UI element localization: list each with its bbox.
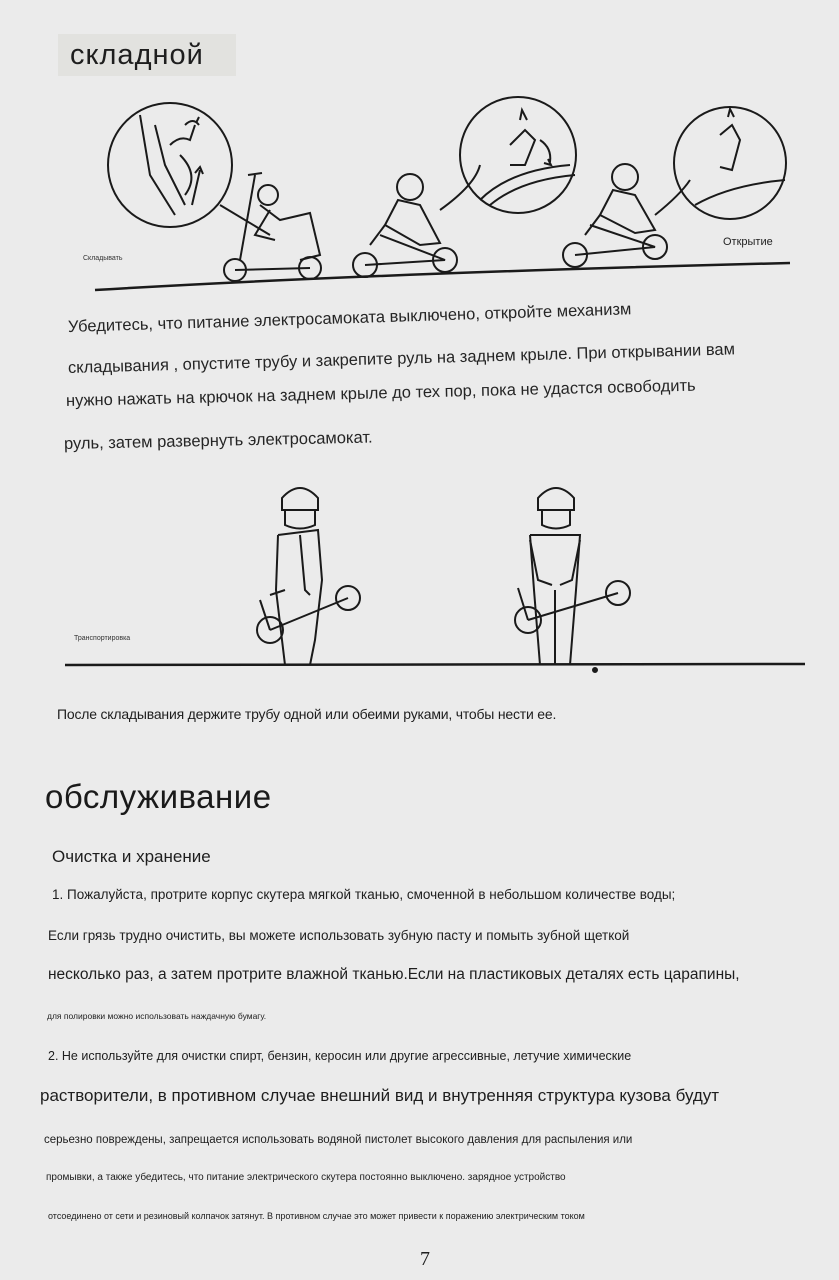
maintenance-line-3: несколько раз, а затем протрите влажной тканью.Если на пластиковых деталях есть царапины,	[48, 966, 740, 983]
carrying-text: После складывания держите трубу одной или обеими руками, чтобы нести ее.	[57, 706, 557, 722]
person-front-view	[515, 488, 630, 672]
rider-2	[353, 165, 480, 277]
maintenance-line-6: растворители, в противном случае внешний вид и внутренняя структура кузова будут	[40, 1086, 720, 1105]
section-title-maintenance: обслуживание	[45, 778, 272, 815]
section-subtitle-cleaning: Очистка и хранение	[52, 847, 211, 866]
carrying-illustration	[60, 470, 810, 680]
hinge-detail-circle-3	[674, 107, 786, 219]
folding-text-line-2: складывания , опустите трубу и закрепите руль на заднем крыле. При открывании вам	[67, 340, 736, 377]
figure-label-open: Открытие	[723, 236, 773, 248]
folding-text-line-4: руль, затем развернуть электросамокат.	[63, 428, 373, 453]
hinge-detail-circle-1	[108, 103, 270, 235]
maintenance-line-1: 1. Пожалуйста, протрите корпус скутера мягкой тканью, смоченной в небольшом количестве воды;	[52, 887, 676, 902]
folding-text-line-3: нужно нажать на крючок на заднем крыле до тех пор, пока не удастся освободить	[65, 376, 696, 410]
maintenance-line-7: серьезно повреждены, запрещается использовать водяной пистолет высокого давления для распыления или	[44, 1134, 633, 1146]
figure-label-fold: Складывать	[83, 255, 123, 262]
folding-illustration	[80, 95, 800, 300]
maintenance-line-5: 2. Не используйте для очистки спирт, бензин, керосин или другие агрессивные, летучие химические	[48, 1049, 632, 1063]
rider-1	[224, 173, 321, 281]
rider-3	[563, 164, 690, 267]
maintenance-line-9: отсоединено от сети и резиновый колпачок затянут. В противном случае это может привести к поражению электрическим током	[48, 1211, 585, 1221]
maintenance-line-2: Если грязь трудно очистить, вы можете использовать зубную пасту и помыть зубной щеткой	[48, 928, 630, 943]
maintenance-line-4: для полировки можно использовать наждачную бумагу.	[47, 1011, 267, 1021]
person-side-view	[257, 488, 360, 665]
section-title-folding: складной	[58, 34, 236, 76]
maintenance-line-8: промывки, а также убедитесь, что питание электрического скутера постоянно выключено. зарядное устройство	[46, 1172, 566, 1183]
figure-label-transport: Транспортировка	[74, 635, 131, 642]
hinge-detail-circle-2	[460, 97, 576, 213]
page-number: 7	[420, 1248, 430, 1270]
folding-text-line-1: Убедитесь, что питание электросамоката выключено, откройте механизм	[67, 300, 632, 336]
